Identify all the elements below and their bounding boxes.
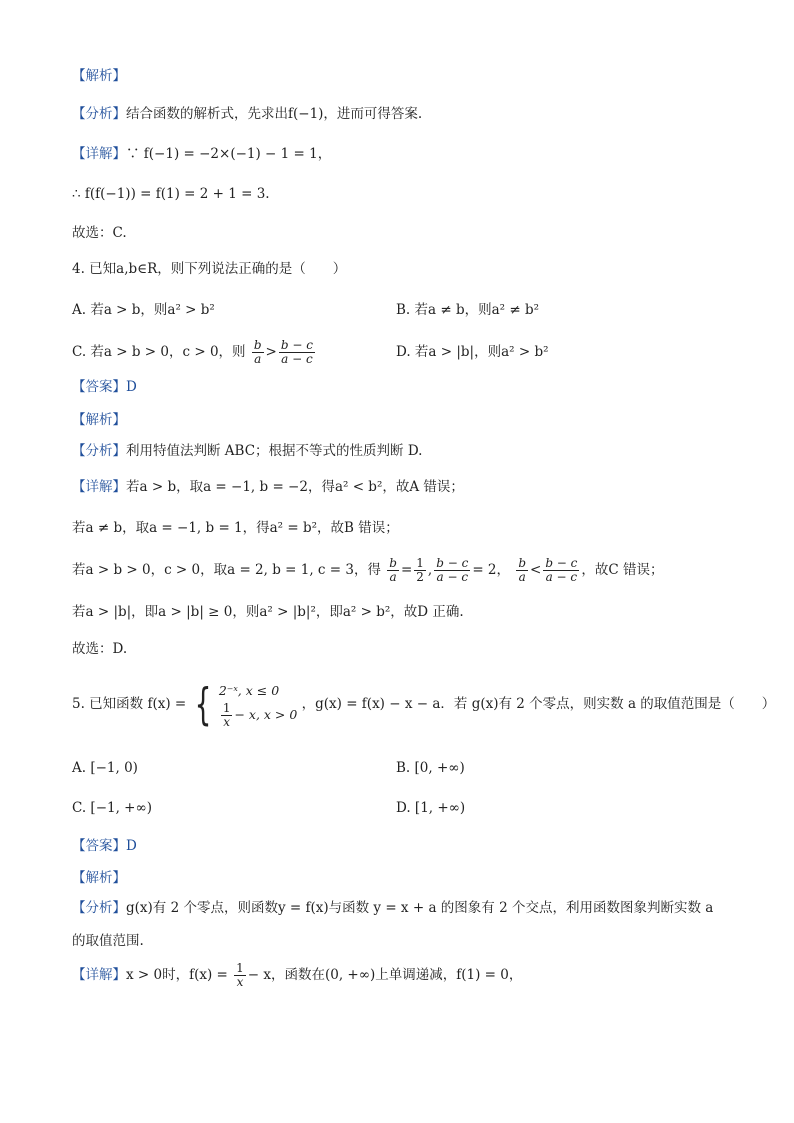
q5-option-d: D. [1, +∞) xyxy=(396,800,466,816)
numerator: b xyxy=(389,556,397,570)
denominator: x xyxy=(223,715,231,729)
case-2-rest: − x, x > 0 xyxy=(234,707,298,722)
frac-bc-over-ac xyxy=(434,557,470,584)
q4-c-frac-2 xyxy=(279,339,315,366)
q4-detail-c xyxy=(72,556,664,584)
q4-option-b: B. 若a ≠ b，则a² ≠ b² xyxy=(396,302,539,318)
detail-tag: 【详解】 xyxy=(72,967,126,983)
q3-choice: 故选：C. xyxy=(72,225,127,241)
q4-option-d: D. 若a > |b|，则a² > b² xyxy=(396,344,549,360)
left-brace-icon: { xyxy=(194,678,211,730)
q5-answer: 【答案】D xyxy=(72,838,137,854)
frac-1-over-x xyxy=(221,702,233,729)
q3-detail-2: ∴ f(f(−1)) = f(1) = 2 + 1 = 3. xyxy=(72,186,270,202)
q5-suffix: ，g(x) = f(x) − x − a．若 g(x)有 2 个零点，则实数 a 的取值范围是（ ） xyxy=(301,696,776,712)
q4-detail-b: 若a ≠ b，取a = −1, b = 1，得a² = b²，故B 错误； xyxy=(72,520,399,536)
q3-analysis xyxy=(72,104,422,124)
q5-detail-suffix: − x，函数在(0, +∞)上单调递减，f(1) = 0， xyxy=(247,967,523,983)
detail-text: 若a > b，取a = −1, b = −2，得a² < b²，故A 错误； xyxy=(126,479,464,495)
denominator: 2 xyxy=(416,570,424,584)
frac-bc-over-ac-2 xyxy=(543,557,579,584)
frac-one-half xyxy=(414,557,426,584)
q4-detail-d: 若a > |b|，即a > |b| ≥ 0，则a² > |b|²，即a² > b²，故D 正确. xyxy=(72,604,464,620)
analysis-heading: 【解析】 xyxy=(72,68,126,84)
q4-c-gt: > xyxy=(265,344,277,360)
case-2 xyxy=(219,702,298,729)
q5-option-b: B. [0, +∞) xyxy=(396,760,465,776)
case-1: 2⁻ˣ, x ≤ 0 xyxy=(218,683,280,698)
q4-c-prefix: C. 若a > b > 0，c > 0，则 xyxy=(72,344,246,360)
detail-tag: 【详解】 xyxy=(72,146,126,162)
q4-detail-c-end: ，故C 错误； xyxy=(581,562,664,578)
numerator: b − c xyxy=(545,556,578,570)
denominator: x xyxy=(236,975,244,989)
analysis-text: g(x)有 2 个零点，则函数y = f(x)与函数 y = x + a 的图象有 2 个交点，利用函数图象判断实数 a xyxy=(126,900,714,916)
numerator: 1 xyxy=(416,556,424,570)
denominator: a xyxy=(518,570,526,584)
q4-option-a: A. 若a > b，则a² > b² xyxy=(72,302,215,318)
denominator: a xyxy=(254,352,262,366)
q4-c-frac-1 xyxy=(252,339,264,366)
q5-prefix: 5. 已知函数 f(x) = xyxy=(72,696,187,712)
analysis-tag: 【分析】 xyxy=(72,106,126,122)
question-5-stem xyxy=(72,676,775,732)
detail-tag: 【详解】 xyxy=(72,479,126,495)
q5-detail xyxy=(72,960,522,990)
numerator: b − c xyxy=(280,338,313,352)
q5-option-c: C. [−1, +∞) xyxy=(72,800,153,816)
analysis-text: 利用特值法判断 ABC；根据不等式的性质判断 D. xyxy=(126,443,423,459)
q5-option-a: A. [−1, 0) xyxy=(72,760,138,776)
q5-analysis xyxy=(72,898,713,918)
frac-b-over-a-2 xyxy=(516,557,528,584)
q3-detail xyxy=(72,144,331,164)
piecewise-cases xyxy=(219,680,298,729)
q4-detail-c-prefix: 若a > b > 0，c > 0，取a = 2, b = 1, c = 3，得 xyxy=(72,562,381,578)
q5-detail-prefix: x > 0时，f(x) = xyxy=(126,967,228,983)
analysis-text: 结合函数的解析式，先求出f(−1)，进而可得答案. xyxy=(126,106,423,122)
q4-analysis-heading: 【解析】 xyxy=(72,412,126,428)
comma: , xyxy=(427,562,433,578)
denominator: a − c xyxy=(436,570,469,584)
numerator: 1 xyxy=(236,961,244,975)
q4-option-c xyxy=(72,338,317,366)
denominator: a − c xyxy=(281,352,313,366)
numerator: b xyxy=(253,338,262,352)
q5-analysis-2: 的取值范围. xyxy=(72,933,144,949)
q4-answer: 【答案】D xyxy=(72,379,137,395)
question-4-stem: 4. 已知a,b∈R，则下列说法正确的是（ ） xyxy=(72,261,347,277)
q4-choice: 故选：D. xyxy=(72,641,128,657)
q5-analysis-heading: 【解析】 xyxy=(72,870,126,886)
equals-two: = 2， xyxy=(472,562,511,578)
q4-analysis xyxy=(72,441,422,461)
detail-text: ∵ f(−1) = −2×(−1) − 1 = 1， xyxy=(126,146,332,162)
frac-b-over-a xyxy=(387,557,399,584)
q4-detail-a xyxy=(72,477,464,497)
numerator: 1 xyxy=(222,701,231,715)
analysis-tag: 【分析】 xyxy=(72,900,126,916)
equals: = xyxy=(400,562,413,578)
denominator: a − c xyxy=(545,570,578,584)
frac-1-over-x xyxy=(234,962,246,989)
numerator: b − c xyxy=(436,556,469,570)
denominator: a xyxy=(389,570,397,584)
analysis-tag: 【分析】 xyxy=(72,443,126,459)
less-than: < xyxy=(530,562,542,578)
numerator: b xyxy=(518,556,526,570)
